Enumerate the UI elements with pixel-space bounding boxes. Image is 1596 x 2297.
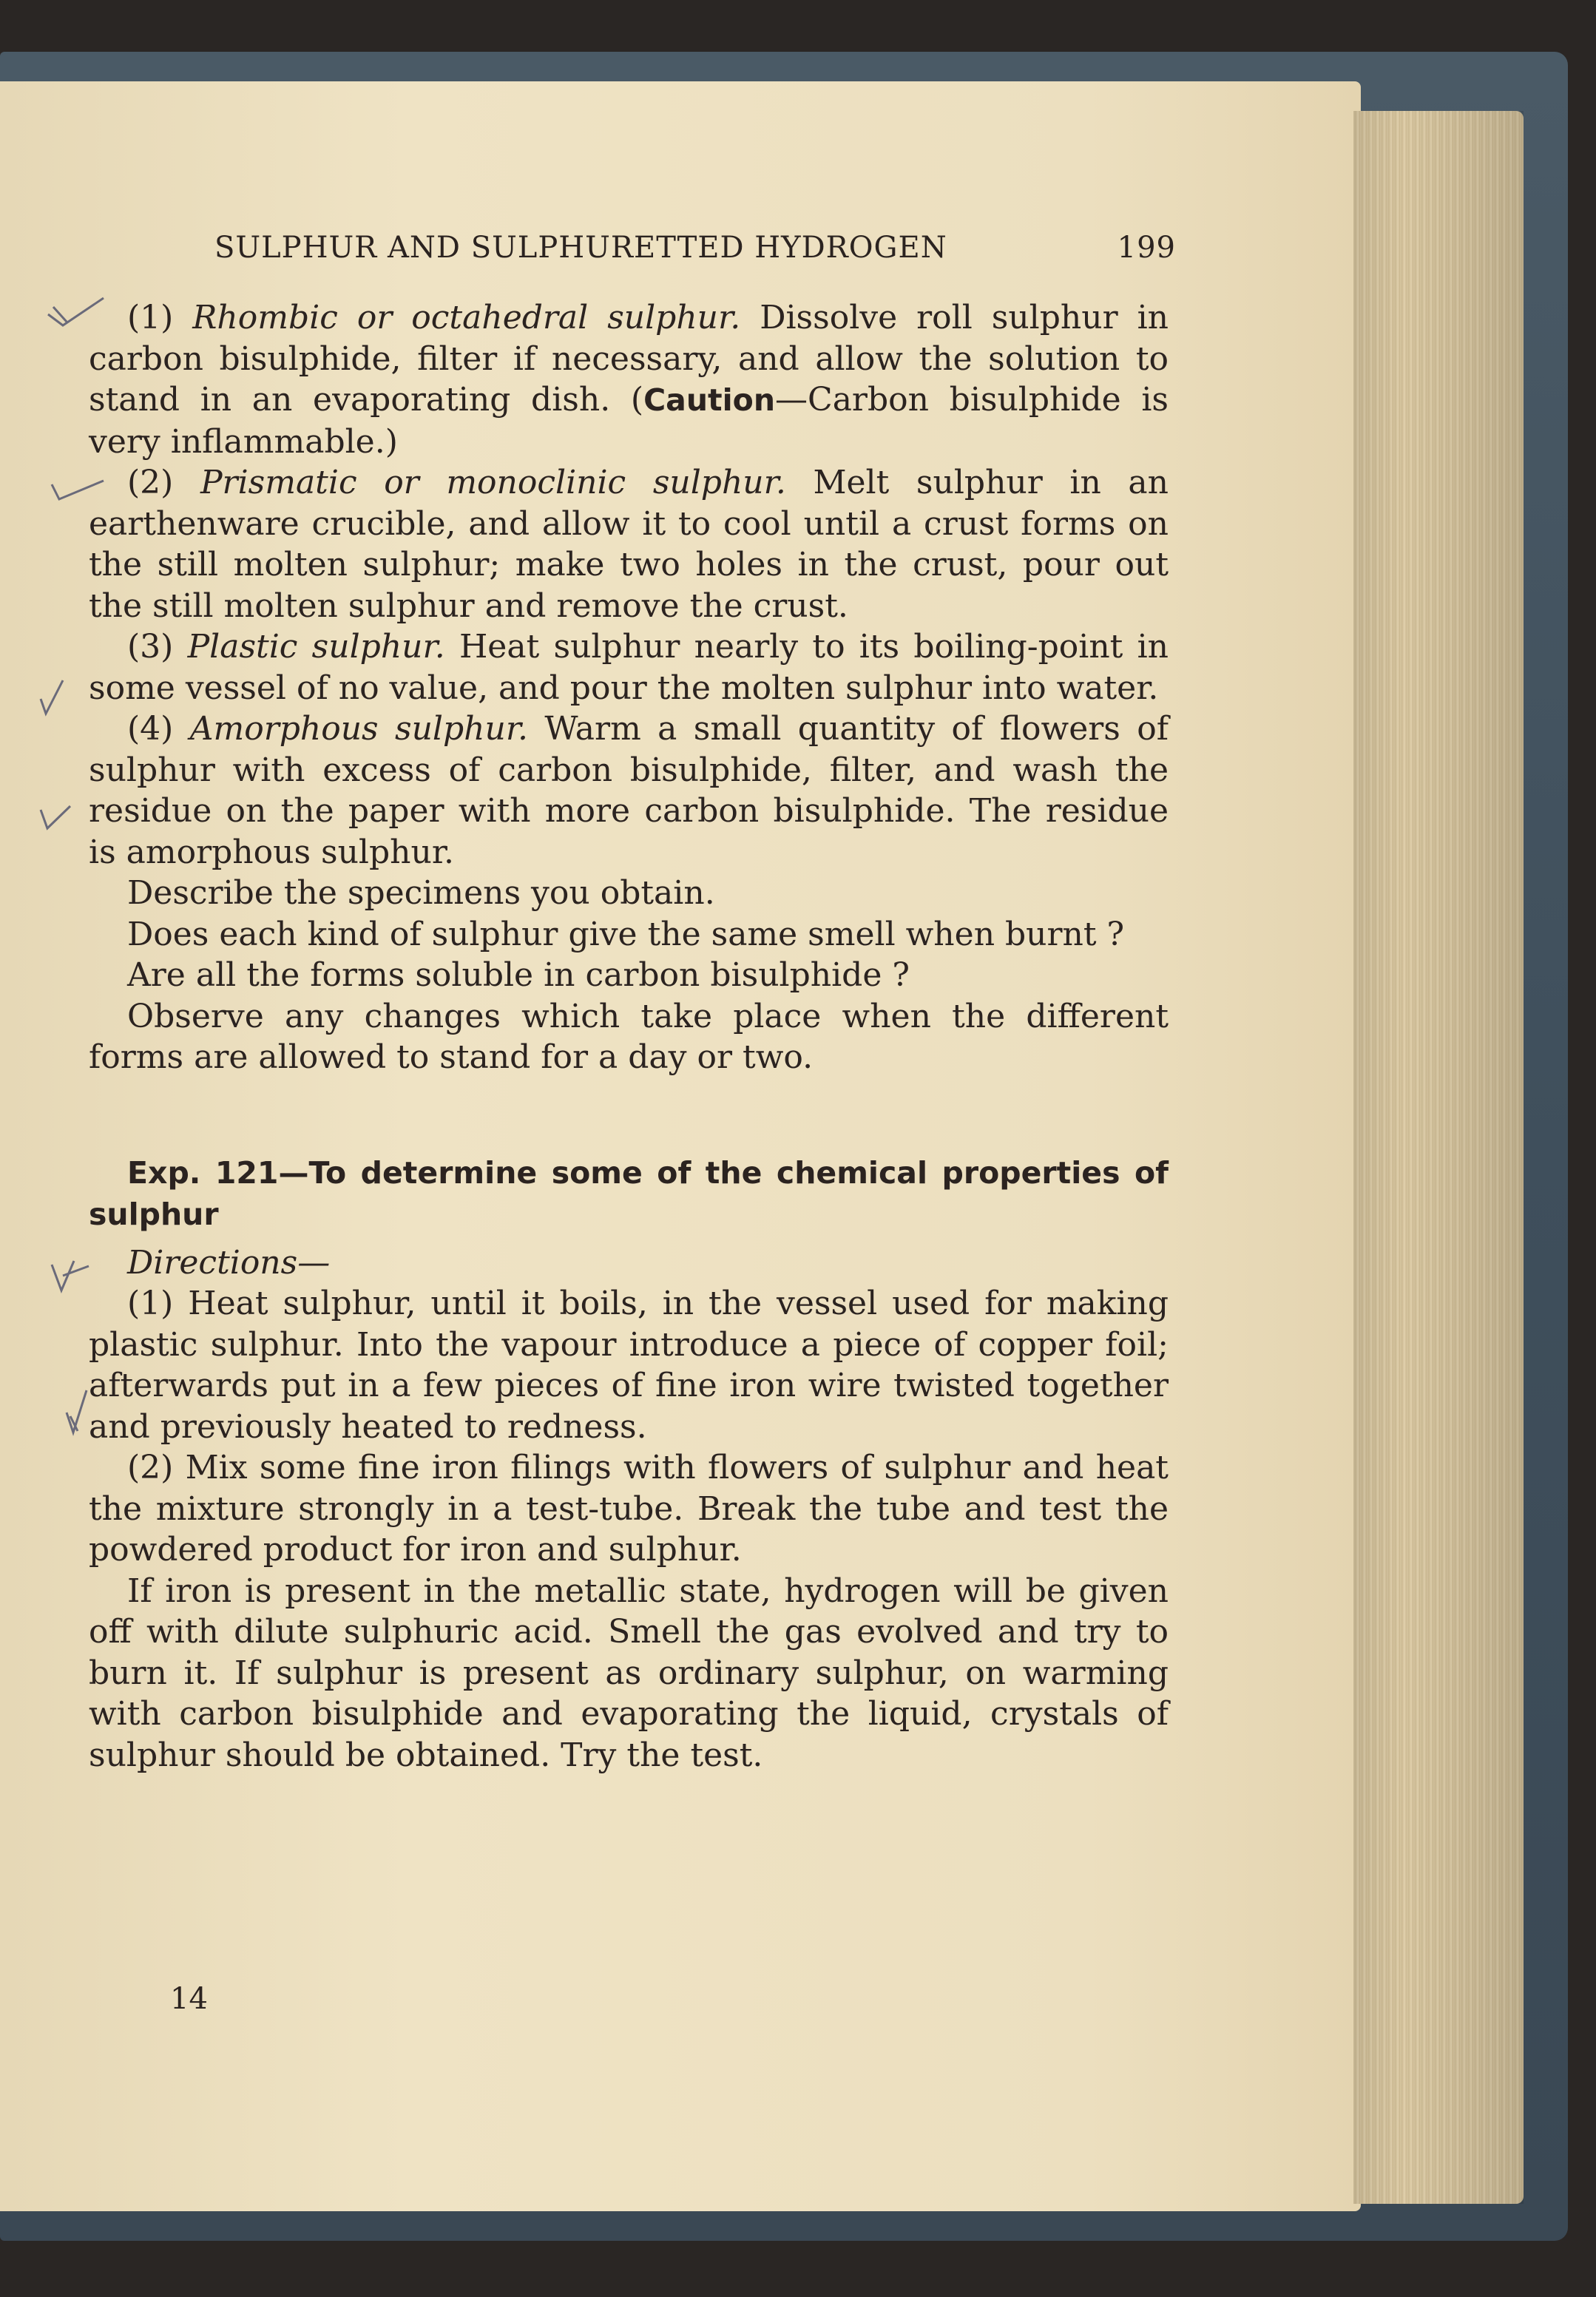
question: Does each kind of sulphur give the same smell when burnt ? [127,915,1125,953]
item-text: Melt sulphur in an earthenware crucible, and allow it to cool until a crust forms on the still molten sulphur; make two holes in the crust, pour out the still molten sulphur and remove the crust. [89,464,1169,625]
page-body [89,222,1169,1776]
question: Are all the forms soluble in carbon bisulphide ? [127,956,910,994]
item-text: Warm a small quantity of flowers of sulphur with excess of carbon bisulphide, filter, and wash the residue on the paper with more carbon bisulphide. The residue is amorphous sulphur. [89,710,1169,871]
pencil-tick-icon [37,799,74,836]
item-title: Rhombic or octahedral sulphur. [192,299,741,336]
experiment-heading: Exp. 121—To determine some of the chemical properties of sulphur [89,1154,1169,1232]
item-title: Plastic sulphur. [187,628,445,666]
page-edges [1353,111,1524,2204]
caution-word: Caution [643,382,776,418]
pencil-tick-icon [44,292,111,336]
paragraph-prismatic [89,462,1169,626]
item-title: Amorphous sulphur. [189,710,529,748]
item-label: (3) [127,628,174,666]
running-title: SULPHUR AND SULPHURETTED HYDROGEN [214,231,947,265]
signature-mark: 14 [170,1982,208,2016]
item-title: Prismatic or monoclinic sulphur. [200,464,786,501]
directions-label: Directions— [127,1243,331,1282]
pencil-tick-icon [63,1387,92,1438]
experiment-step-2: (2) Mix some fine iron filings with flowers of sulphur and heat the mixture strongly in a test-tube. Break the tube and test the powdered product for iron and sulphur. [89,1449,1169,1569]
page-number: 199 [1117,231,1176,265]
item-text: Heat sulphur nearly to its boiling-point in some vessel of no value, and pour the molten sulphur into water. [89,628,1169,707]
question: Describe the specimens you obtain. [127,874,715,912]
item-label: (1) [127,299,174,336]
item-label: (2) [127,464,174,501]
experiment-step-3: If iron is present in the metallic state, hydrogen will be given off with dilute sulphuric acid. Smell the gas evolved and try to burn it. If sulphur is present as ordinary sulphur, on warming with carbon bisulphide and evaporating the liquid, crystals of sulphur should be obtained. Try the test. [89,1572,1169,1774]
paragraph-rhombic [89,297,1169,462]
item-text: —Carbon bisulphide is very inflammable.) [89,381,1169,461]
pencil-tick-icon [37,677,67,721]
pencil-tick-icon [48,1257,92,1294]
item-label: (4) [127,710,174,748]
paragraph-amorphous [89,708,1169,873]
question: Observe any changes which take place when the different forms are allowed to stand for a day or two. [89,997,1169,1076]
experiment-step-1: (1) Heat sulphur, until it boils, in the vessel used for making plastic sulphur. Into the vapour introduce a piece of copper foil; afterwards put in a few pieces of fine iron wire twisted together and previously heated to redness. [89,1285,1169,1446]
paragraph-plastic [89,626,1169,708]
item-text: Dissolve roll sulphur in carbon bisulphide, filter if necessary, and allow the solution to stand in an evaporating dish. ( [89,299,1169,419]
pencil-tick-icon [48,473,107,510]
